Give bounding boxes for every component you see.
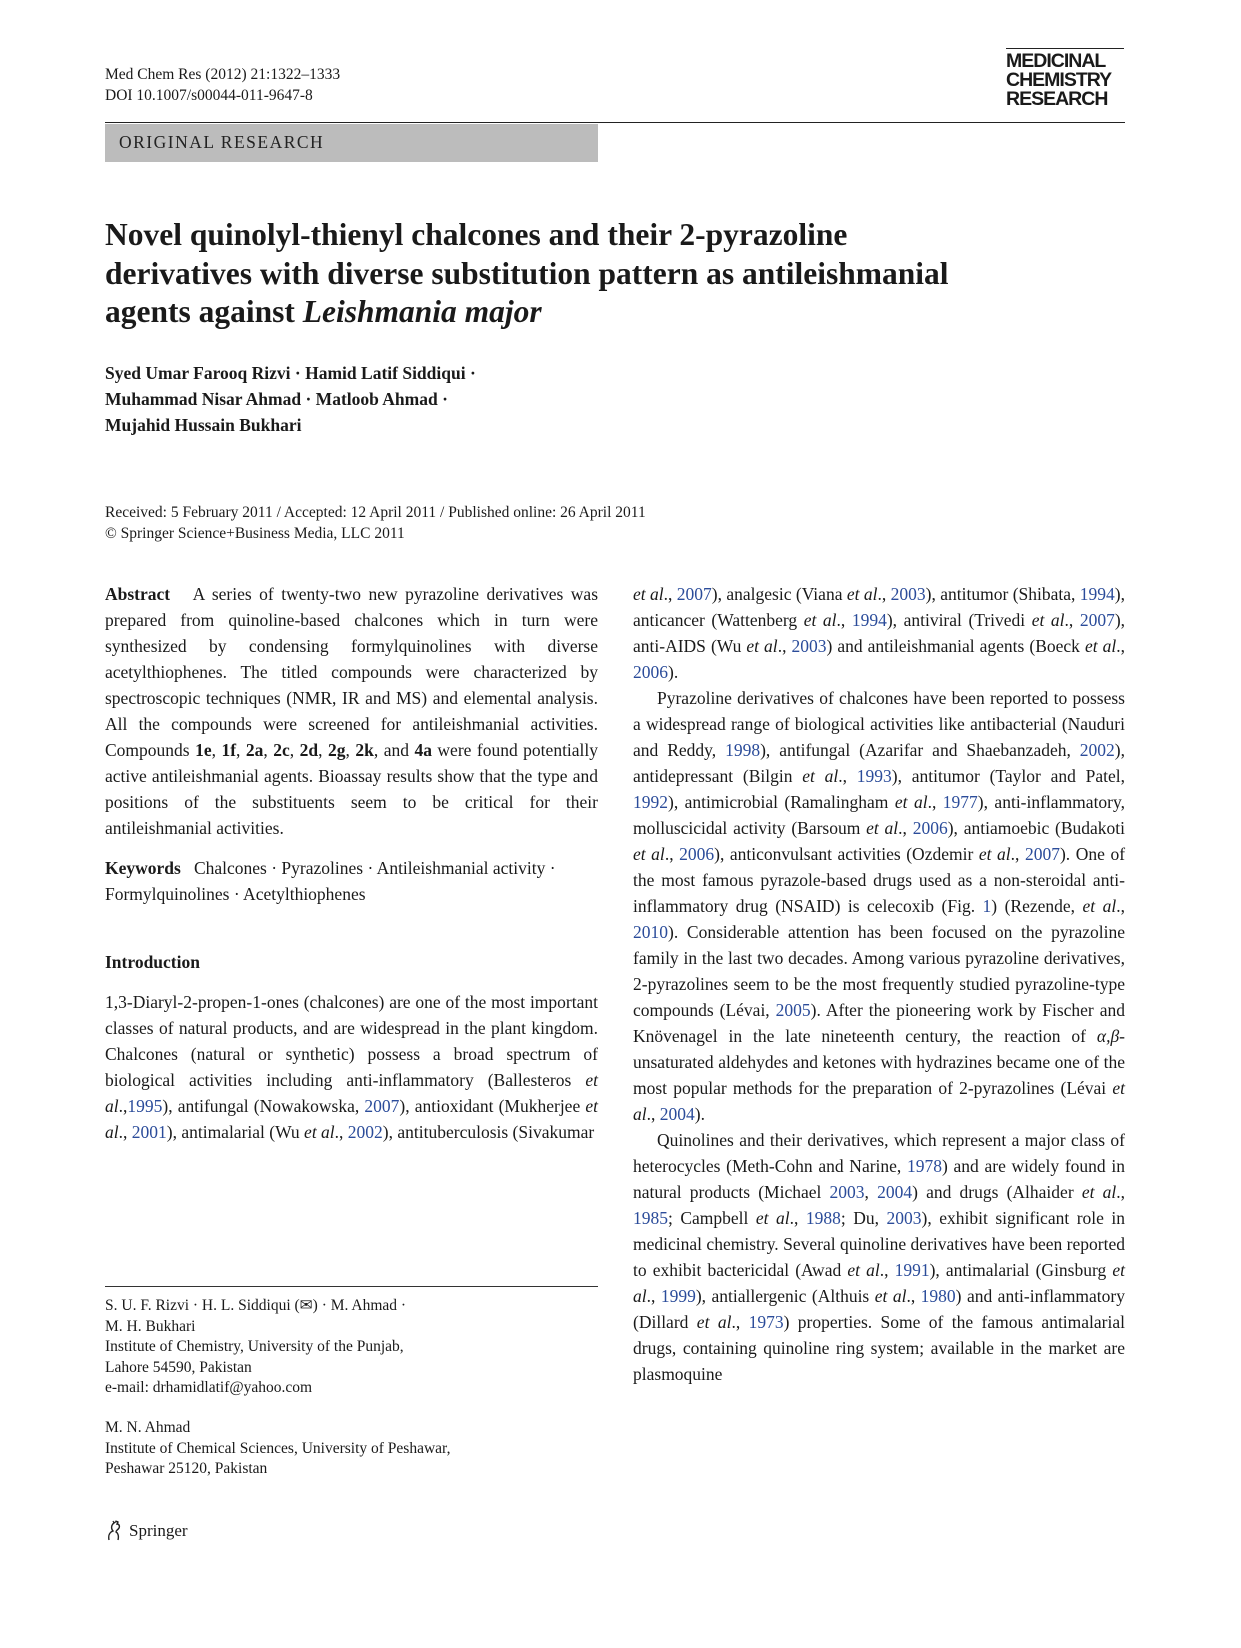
- affiliation-authors: S. U. F. Rizvi · H. L. Siddiqui (✉) · M. Ahmad ·: [105, 1297, 407, 1314]
- text-run: .,: [1116, 1182, 1125, 1202]
- italic-run: et al: [755, 1208, 790, 1228]
- compound-id: 4a: [414, 740, 432, 760]
- text-run: .,: [646, 1104, 660, 1124]
- text-run: .,: [838, 766, 857, 786]
- compound-id: 1e: [195, 740, 212, 760]
- italic-run: et al: [847, 1260, 880, 1280]
- citation-link[interactable]: 2006: [912, 818, 948, 838]
- text-run: .,: [1116, 896, 1125, 916]
- logo-line-3: RESEARCH: [1006, 88, 1108, 110]
- text-run: ), antitumor (Taylor and Patel,: [891, 766, 1125, 786]
- citation-link[interactable]: 1991: [894, 1260, 930, 1280]
- springer-horse-icon: [105, 1520, 123, 1542]
- text-run: ) (Rezende,: [991, 896, 1083, 916]
- text-run: -unsaturated aldehydes and ketones with hydrazines became one of the most popular methods for the preparation of 2-pyrazolines (Lévai: [633, 1026, 1125, 1098]
- citation-link[interactable]: 2001: [131, 1122, 167, 1142]
- received-accepted-published: Received: 5 February 2011 / Accepted: 12 April 2011 / Published online: 26 April 2011: [105, 504, 646, 521]
- text-run: ; Campbell: [668, 1208, 756, 1228]
- text-run: ), analgesic (Viana: [711, 584, 847, 604]
- text-run: ,: [864, 1182, 878, 1202]
- citation-link[interactable]: 2006: [679, 844, 715, 864]
- text-run: .,: [118, 1096, 128, 1116]
- publication-dates: [105, 502, 646, 544]
- text-run: .,: [1064, 610, 1080, 630]
- spacer: [105, 841, 598, 855]
- compound-id: 2d: [299, 740, 319, 760]
- text-run: .,: [906, 1286, 921, 1306]
- section-band: [105, 124, 598, 162]
- text-run: were found potentially active antileishmanial agents. Bioassay results show that the type and positions of the substituents seem to be critical for their antileishmanial activities.: [105, 740, 599, 838]
- citation-link[interactable]: 1973: [748, 1312, 784, 1332]
- citation-link[interactable]: 2003: [890, 584, 926, 604]
- quinoline-paragraph: [633, 1127, 1125, 1387]
- citation-link[interactable]: 2007: [1024, 844, 1060, 864]
- text-run: ). One of the most famous pyrazole-based drugs used as a non-steroidal anti-inflammatory drug (NSAID) is celecoxib (Fig.: [633, 844, 1126, 916]
- affiliation-institute: Institute of Chemical Sciences, University of Peshawar,: [105, 1439, 451, 1457]
- title-line-3: [105, 293, 1125, 332]
- text-run: ), antifungal (Azarifar and Shaebanzadeh,: [760, 740, 1080, 760]
- citation-link[interactable]: 1978: [907, 1156, 942, 1176]
- intro-continued-paragraph: [633, 581, 1125, 685]
- journal-citation: Med Chem Res (2012) 21:1322–1333: [105, 66, 341, 83]
- spacer: [105, 907, 598, 949]
- affiliation-punjab: [105, 1296, 406, 1399]
- text-run: ), anti-AIDS (Wu: [633, 610, 1126, 656]
- text-run: , and: [373, 740, 415, 760]
- text-run: ,: [289, 740, 300, 760]
- text-run: ), anticancer (Wattenberg: [633, 584, 1125, 630]
- text-run: ), antiviral (Trivedi: [886, 610, 1032, 630]
- text-run: 1,3-Diaryl-2-propen-1-ones (chalcones) are one of the most important classes of natural products, and are widespread in the plant kingdom. Chalcones (natural or synthetic) possess a broad spectrum of biological activities including anti-inflammatory (Ballesteros: [105, 992, 598, 1090]
- text-run: .,: [877, 584, 891, 604]
- compound-id: 2a: [245, 740, 264, 760]
- text-run: ). Considerable attention has been focused on the pyrazoline family in the last two decades. Among various pyrazoline derivatives, 2-pyrazolines seem to be the most frequently studied pyrazoline-type compounds (Lévai,: [633, 922, 1125, 1020]
- text-run: ) properties. Some of the famous antimalarial drugs, containing quinoline ring system; available in the market are plasmoquine: [633, 1312, 1125, 1384]
- text-run: ).: [668, 662, 679, 682]
- text-run: ) and drugs (Alhaider: [912, 1182, 1082, 1202]
- text-run: ), anticonvulsant activities (Ozdemir: [714, 844, 979, 864]
- text-run: ), antioxidant (Mukherjee: [399, 1096, 586, 1116]
- text-run: ) and antileishmanial agents (Boeck: [826, 636, 1085, 656]
- text-run: .,: [836, 610, 852, 630]
- italic-run: et al: [105, 1096, 598, 1142]
- text-run: ), antifungal (Nowakowska,: [162, 1096, 365, 1116]
- italic-run: et al: [633, 1078, 1125, 1124]
- text-run: ) and anti-inflammatory (Dillard: [633, 1286, 1126, 1332]
- pyrazoline-paragraph: [633, 685, 1125, 1127]
- authors-line-3: Mujahid Hussain Bukhari: [105, 415, 302, 435]
- italic-run: et al: [978, 844, 1011, 864]
- compound-id: 2c: [273, 740, 290, 760]
- text-run: ), exhibit significant role in medicinal chemistry. Several quinoline derivatives have been reported to exhibit bactericidal (Awad: [633, 1208, 1126, 1280]
- spacer: [105, 975, 598, 989]
- text-run: ), antimalarial (Ginsburg: [929, 1260, 1113, 1280]
- text-run: .,: [777, 636, 792, 656]
- citation-link[interactable]: 2003: [791, 636, 827, 656]
- footnote-rule: [105, 1286, 598, 1287]
- citation-link[interactable]: 1977: [942, 792, 978, 812]
- citation-link[interactable]: 2002: [347, 1122, 383, 1142]
- page-footer: [105, 1520, 188, 1542]
- abstract-label: Abstract: [105, 584, 171, 604]
- text-run: ), anti-inflammatory, molluscicidal activity (Barsoum: [633, 792, 1125, 838]
- compound-id: 2k: [355, 740, 374, 760]
- title-species: Leishmania major: [302, 294, 542, 329]
- left-column: [105, 581, 598, 1145]
- italic-run: et al: [105, 1070, 598, 1116]
- italic-run: et al: [874, 1286, 907, 1306]
- keywords-label: Keywords: [105, 858, 181, 878]
- citation-link[interactable]: 2010: [633, 922, 668, 942]
- text-run: ), antiamoebic (Budakoti: [947, 818, 1125, 838]
- text-run: ,: [345, 740, 356, 760]
- authors-line-2: Muhammad Nisar Ahmad · Matloob Ahmad ·: [105, 389, 448, 409]
- citation-link[interactable]: 2007: [1079, 610, 1115, 630]
- text-run: ), antimalarial (Wu: [166, 1122, 305, 1142]
- article-title: [105, 216, 1125, 332]
- text-run: ), antimicrobial (Ramalingham: [668, 792, 895, 812]
- citation-link[interactable]: 2006: [633, 662, 668, 682]
- italic-run: et al: [1082, 896, 1117, 916]
- text-run: .,: [1116, 636, 1125, 656]
- text-run: .,: [879, 1260, 895, 1280]
- text-run: .,: [731, 1312, 749, 1332]
- citation-link[interactable]: 2005: [775, 1000, 811, 1020]
- compound-id: 2g: [328, 740, 346, 760]
- italic-run: et al: [746, 636, 778, 656]
- italic-run: et al: [633, 844, 665, 864]
- italic-run: et al: [1084, 636, 1117, 656]
- text-run: ), antitumor (Shibata,: [925, 584, 1080, 604]
- text-run: ,: [263, 740, 274, 760]
- text-run: ,: [318, 740, 328, 760]
- right-column: [633, 581, 1125, 1387]
- italic-run: et al: [1031, 610, 1065, 630]
- affiliation-email[interactable]: e-mail: drhamidlatif@yahoo.com: [105, 1379, 313, 1396]
- text-run: .,: [789, 1208, 806, 1228]
- compound-id: 1f: [221, 740, 237, 760]
- journal-logo: [1006, 52, 1124, 109]
- italic-run: et al: [1081, 1182, 1117, 1202]
- text-run: .,: [664, 844, 680, 864]
- keywords-list: Chalcones · Pyrazolines · Antileishmanial activity · Formylquinolines · Acetylthiophenes: [105, 858, 556, 904]
- italic-run: et al: [633, 1260, 1126, 1306]
- italic-run: et al: [866, 818, 899, 838]
- citation-link[interactable]: 1995: [127, 1096, 163, 1116]
- citation-link[interactable]: 1980: [920, 1286, 956, 1306]
- title-line-2: derivatives with diverse substitution pattern as antileishmanial: [105, 255, 949, 291]
- copyright: © Springer Science+Business Media, LLC 2011: [105, 525, 405, 542]
- citation-link[interactable]: 1985: [633, 1208, 668, 1228]
- citation-link[interactable]: 1993: [856, 766, 892, 786]
- text-run: ,: [211, 740, 222, 760]
- journal-meta: [105, 64, 340, 106]
- text-run: .,: [1010, 844, 1025, 864]
- italic-run: et al: [304, 1122, 335, 1142]
- citation-link[interactable]: 2007: [676, 584, 712, 604]
- citation-link[interactable]: 1999: [660, 1286, 696, 1306]
- logo-line-1: MEDICINAL: [1006, 50, 1106, 72]
- header-rule: [105, 122, 1125, 123]
- text-run: .,: [646, 1286, 661, 1306]
- citation-link[interactable]: 1994: [1079, 584, 1115, 604]
- citation-link[interactable]: 1992: [633, 792, 668, 812]
- affiliation-institute: Institute of Chemistry, University of the Punjab,: [105, 1338, 404, 1355]
- citation-link[interactable]: 2003: [886, 1208, 922, 1228]
- keywords: [105, 855, 598, 907]
- italic-run: et al: [802, 766, 839, 786]
- text-run: .,: [663, 584, 677, 604]
- italic-run: et al: [696, 1312, 732, 1332]
- logo-rule: [1006, 48, 1124, 49]
- publisher-name: Springer: [129, 1521, 188, 1540]
- affiliation-authors-cont: M. H. Bukhari: [105, 1317, 196, 1335]
- section-band-label: ORIGINAL RESEARCH: [119, 132, 325, 152]
- affiliation-peshawar: [105, 1418, 450, 1480]
- introduction-heading: Introduction: [105, 952, 200, 972]
- affiliation-author: M. N. Ahmad: [105, 1419, 191, 1436]
- abstract: [105, 581, 598, 841]
- italic-run: et al: [633, 584, 664, 604]
- introduction-paragraph: [105, 989, 598, 1145]
- citation-link[interactable]: 2004: [659, 1104, 695, 1124]
- italic-run: et al: [803, 610, 837, 630]
- text-run: .,: [898, 818, 913, 838]
- text-run: .,: [334, 1122, 348, 1142]
- text-run: ) and are widely found in natural products (Michael: [633, 1156, 1125, 1202]
- italic-run: et al: [846, 584, 878, 604]
- citation-link[interactable]: 2003: [829, 1182, 865, 1202]
- text-run: Pyrazoline derivatives of chalcones have been reported to possess a widespread range of biological activities like antibacterial (Nauduri and Reddy,: [633, 688, 1125, 760]
- logo-line-2: CHEMISTRY: [1006, 69, 1112, 91]
- italic-run: et al: [894, 792, 928, 812]
- citation-link[interactable]: 2007: [364, 1096, 400, 1116]
- citation-link[interactable]: 2002: [1079, 740, 1115, 760]
- text-run: ). After the pioneering work by Fischer and Knövenagel in the late nineteenth century, the reaction of: [633, 1000, 1125, 1046]
- doi[interactable]: DOI 10.1007/s00044-011-9647-8: [105, 87, 313, 104]
- citation-link[interactable]: 2004: [877, 1182, 913, 1202]
- text-run: ), antidepressant (Bilgin: [633, 740, 1125, 786]
- text-run: ; Du,: [840, 1208, 887, 1228]
- text-run: ,: [236, 740, 246, 760]
- affiliation-address: Lahore 54590, Pakistan: [105, 1358, 252, 1376]
- text-run: ), antituberculosis (Sivakumar: [382, 1122, 595, 1142]
- citation-link[interactable]: 1998: [725, 740, 761, 760]
- text-run: ).: [694, 1104, 705, 1124]
- title-line-1: Novel quinolyl-thienyl chalcones and their 2-pyrazoline: [105, 217, 848, 252]
- citation-link[interactable]: 1988: [805, 1208, 841, 1228]
- citation-link[interactable]: 1994: [851, 610, 887, 630]
- authors-line-1: Syed Umar Farooq Rizvi · Hamid Latif Siddiqui ·: [105, 363, 476, 383]
- italic-run: α,β: [1096, 1026, 1120, 1046]
- text-run: ), antiallergenic (Althuis: [695, 1286, 875, 1306]
- text-run: Quinolines and their derivatives, which represent a major class of heterocycles (Meth-Cohn and Narine,: [633, 1130, 1125, 1176]
- author-list: [105, 360, 805, 438]
- text-run: .,: [927, 792, 943, 812]
- abstract-body: [105, 584, 598, 838]
- citation-link[interactable]: 1: [982, 896, 992, 916]
- text-run: .,: [118, 1122, 132, 1142]
- text-run: A series of twenty-two new pyrazoline derivatives was prepared from quinoline-based chalcones which in turn were synthesized by condensing formylquinolines with diverse acetylthiophenes. The titled compounds were characterized by spectroscopic techniques (NMR, IR and MS) and elemental analysis. All the compounds were screened for antileishmanial activities. Compounds: [105, 584, 599, 760]
- affiliation-address: Peshawar 25120, Pakistan: [105, 1460, 268, 1477]
- title-line-3-prefix: agents against: [105, 294, 303, 329]
